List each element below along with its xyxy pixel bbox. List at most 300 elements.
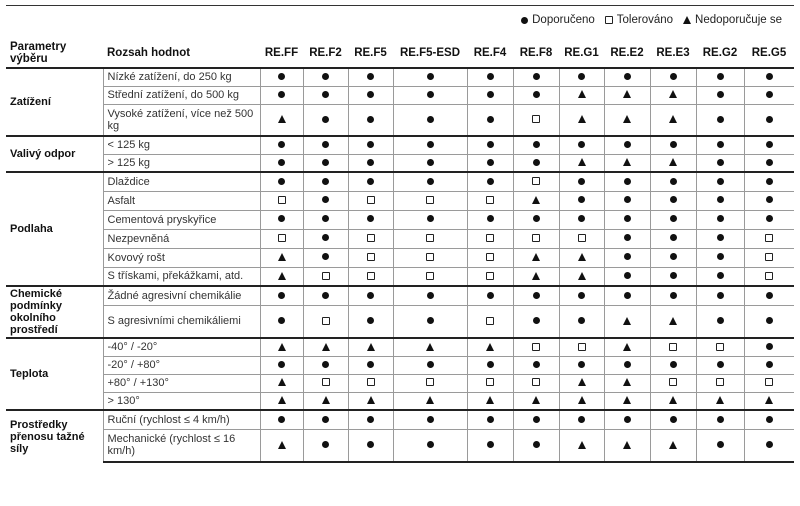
triangle-icon [278, 115, 286, 123]
rating-cell [696, 392, 744, 410]
rating-cell [348, 267, 393, 286]
dot-icon [717, 272, 724, 279]
rating-cell [744, 210, 794, 229]
triangle-icon [578, 441, 586, 449]
rating-cell [650, 86, 696, 104]
rating-cell [744, 338, 794, 356]
square-icon [669, 343, 677, 351]
group-label: Podlaha [6, 172, 103, 286]
dot-icon [367, 441, 374, 448]
rating-cell [513, 356, 559, 374]
rating-cell [348, 429, 393, 462]
rating-cell [467, 286, 513, 305]
dot-icon [487, 159, 494, 166]
dot-icon [322, 141, 329, 148]
dot-icon [766, 196, 773, 203]
rating-cell [303, 136, 348, 154]
dot-icon [717, 416, 724, 423]
rating-cell [393, 286, 467, 305]
rating-cell [513, 286, 559, 305]
rating-cell [303, 356, 348, 374]
rating-cell [393, 104, 467, 136]
group-label: Zatížení [6, 68, 103, 136]
rating-cell [559, 86, 604, 104]
dot-icon [487, 178, 494, 185]
dot-icon [670, 178, 677, 185]
dot-icon [322, 253, 329, 260]
triangle-icon [578, 90, 586, 98]
rating-cell [393, 191, 467, 210]
rating-cell [467, 136, 513, 154]
rating-cell [303, 305, 348, 338]
triangle-icon [669, 115, 677, 123]
dot-icon [367, 215, 374, 222]
rating-cell [348, 286, 393, 305]
rating-cell [604, 286, 650, 305]
triangle-icon [486, 343, 494, 351]
rating-cell [393, 136, 467, 154]
triangle-icon [623, 90, 631, 98]
triangle-icon [578, 115, 586, 123]
triangle-icon [322, 343, 330, 351]
triangle-icon [623, 115, 631, 123]
rating-cell [604, 210, 650, 229]
dot-icon [624, 73, 631, 80]
dot-icon [278, 91, 285, 98]
dot-icon [578, 416, 585, 423]
header-col: RE.F4 [467, 38, 513, 68]
rating-cell [303, 248, 348, 267]
dot-icon [427, 73, 434, 80]
dot-icon [670, 73, 677, 80]
dot-icon [367, 91, 374, 98]
rating-cell [744, 392, 794, 410]
square-icon [605, 16, 613, 24]
dot-icon [427, 441, 434, 448]
range-cell: < 125 kg [103, 136, 260, 154]
rating-cell [348, 68, 393, 86]
rating-cell [650, 104, 696, 136]
rating-cell [303, 374, 348, 392]
rating-cell [393, 338, 467, 356]
rating-cell [604, 248, 650, 267]
rating-cell [303, 68, 348, 86]
rating-cell [650, 338, 696, 356]
dot-icon [717, 159, 724, 166]
range-cell: Nízké zatížení, do 250 kg [103, 68, 260, 86]
rating-cell [696, 356, 744, 374]
square-icon [367, 196, 375, 204]
dot-icon [533, 441, 540, 448]
dot-icon [278, 215, 285, 222]
dot-icon [487, 73, 494, 80]
rating-cell [696, 210, 744, 229]
rating-cell [744, 229, 794, 248]
rating-cell [393, 267, 467, 286]
triangle-icon [278, 396, 286, 404]
rating-cell [467, 154, 513, 172]
square-icon [426, 272, 434, 280]
rating-cell [348, 374, 393, 392]
rating-cell [348, 392, 393, 410]
dot-icon [322, 159, 329, 166]
dot-icon [278, 159, 285, 166]
rating-cell [604, 136, 650, 154]
triangle-icon [278, 378, 286, 386]
rating-cell [604, 338, 650, 356]
square-icon [765, 378, 773, 386]
rating-cell [696, 172, 744, 191]
dot-icon [367, 116, 374, 123]
dot-icon [427, 141, 434, 148]
square-icon [486, 234, 494, 242]
rating-cell [650, 410, 696, 429]
group-label: Chemické podmínky okolního prostředí [6, 286, 103, 338]
square-icon [322, 317, 330, 325]
rating-cell [513, 374, 559, 392]
dot-icon [322, 361, 329, 368]
dot-icon [427, 91, 434, 98]
dot-icon [766, 178, 773, 185]
rating-cell [260, 191, 303, 210]
rating-cell [559, 410, 604, 429]
legend-recommended-label: Doporučeno [532, 14, 595, 26]
rating-cell [744, 86, 794, 104]
rating-cell [467, 229, 513, 248]
rating-cell [260, 429, 303, 462]
legend-not-recommended-label: Nedoporučuje se [695, 14, 782, 26]
square-icon [486, 378, 494, 386]
square-icon [426, 253, 434, 261]
dot-icon [766, 141, 773, 148]
range-cell: -20° / +80° [103, 356, 260, 374]
rating-cell [303, 429, 348, 462]
triangle-icon [578, 158, 586, 166]
rating-cell [467, 172, 513, 191]
dot-icon [717, 215, 724, 222]
table-row [6, 267, 794, 286]
range-cell: S agresivními chemikáliemi [103, 305, 260, 338]
dot-icon [533, 361, 540, 368]
dot-icon [766, 73, 773, 80]
range-cell: > 130° [103, 392, 260, 410]
rating-cell [348, 210, 393, 229]
triangle-icon [278, 441, 286, 449]
triangle-icon [532, 253, 540, 261]
dot-icon [278, 317, 285, 324]
rating-cell [559, 172, 604, 191]
rating-cell [260, 229, 303, 248]
dot-icon [322, 234, 329, 241]
rating-cell [467, 374, 513, 392]
dot-icon [427, 159, 434, 166]
table-row [6, 229, 794, 248]
rating-cell [559, 136, 604, 154]
rating-cell [260, 374, 303, 392]
rating-cell [513, 68, 559, 86]
square-icon [367, 234, 375, 242]
rating-cell [650, 229, 696, 248]
rating-cell [744, 154, 794, 172]
header-col: RE.F2 [303, 38, 348, 68]
legend-recommended [521, 14, 595, 26]
rating-cell [467, 248, 513, 267]
rating-cell [513, 86, 559, 104]
table-row [6, 356, 794, 374]
range-cell: Nezpevněná [103, 229, 260, 248]
dot-icon [322, 73, 329, 80]
rating-cell [604, 154, 650, 172]
dot-icon [367, 141, 374, 148]
rating-cell [559, 338, 604, 356]
table-row [6, 172, 794, 191]
rating-cell [650, 210, 696, 229]
square-icon [278, 234, 286, 242]
square-icon [532, 177, 540, 185]
dot-icon [278, 73, 285, 80]
dot-icon [487, 441, 494, 448]
rating-cell [744, 267, 794, 286]
table-row [6, 86, 794, 104]
dot-icon [717, 178, 724, 185]
dot-icon [487, 91, 494, 98]
header-col: RE.G5 [744, 38, 794, 68]
header-col: RE.FF [260, 38, 303, 68]
table-row [6, 392, 794, 410]
rating-cell [604, 305, 650, 338]
rating-cell [604, 86, 650, 104]
table-row [6, 286, 794, 305]
rating-cell [650, 356, 696, 374]
rating-cell [348, 154, 393, 172]
rating-cell [744, 191, 794, 210]
dot-icon [487, 141, 494, 148]
dot-icon [487, 361, 494, 368]
triangle-icon [716, 396, 724, 404]
rating-cell [559, 191, 604, 210]
triangle-icon [578, 396, 586, 404]
rating-cell [650, 429, 696, 462]
triangle-icon [578, 272, 586, 280]
dot-icon [427, 215, 434, 222]
triangle-icon [669, 158, 677, 166]
dot-icon [717, 361, 724, 368]
rating-cell [348, 410, 393, 429]
rating-cell [513, 305, 559, 338]
rating-cell [513, 248, 559, 267]
dot-icon [367, 317, 374, 324]
range-cell: > 125 kg [103, 154, 260, 172]
dot-icon [367, 292, 374, 299]
range-cell: Vysoké zatížení, více než 500 kg [103, 104, 260, 136]
dot-icon [427, 292, 434, 299]
dot-icon [533, 141, 540, 148]
rating-cell [559, 104, 604, 136]
rating-cell [467, 68, 513, 86]
legend [521, 14, 782, 26]
triangle-icon [578, 253, 586, 261]
range-cell: Asfalt [103, 191, 260, 210]
rating-cell [303, 172, 348, 191]
rating-cell [467, 392, 513, 410]
dot-icon [624, 141, 631, 148]
square-icon [578, 234, 586, 242]
rating-cell [744, 429, 794, 462]
dot-icon [766, 159, 773, 166]
rating-cell [650, 136, 696, 154]
rating-cell [303, 229, 348, 248]
rating-cell [260, 267, 303, 286]
triangle-icon [669, 396, 677, 404]
dot-icon [427, 361, 434, 368]
rating-cell [513, 191, 559, 210]
rating-cell [348, 136, 393, 154]
rating-cell [559, 429, 604, 462]
table-header [6, 38, 794, 68]
dot-icon [367, 361, 374, 368]
rating-cell [744, 374, 794, 392]
rating-cell [650, 154, 696, 172]
rating-cell [650, 267, 696, 286]
rating-cell [696, 68, 744, 86]
header-col: RE.F5 [348, 38, 393, 68]
square-icon [669, 378, 677, 386]
rating-cell [559, 305, 604, 338]
rating-cell [467, 410, 513, 429]
dot-icon [717, 253, 724, 260]
square-icon [765, 253, 773, 261]
triangle-icon [623, 441, 631, 449]
rating-cell [303, 410, 348, 429]
rating-cell [604, 267, 650, 286]
rating-cell [467, 210, 513, 229]
rating-cell [348, 191, 393, 210]
dot-icon [624, 253, 631, 260]
rating-cell [744, 248, 794, 267]
rating-cell [467, 86, 513, 104]
dot-icon [322, 292, 329, 299]
dot-icon [533, 416, 540, 423]
square-icon [486, 196, 494, 204]
triangle-icon [532, 196, 540, 204]
rating-cell [303, 210, 348, 229]
dot-icon [766, 441, 773, 448]
dot-icon [670, 141, 677, 148]
table-row [6, 191, 794, 210]
rating-cell [303, 86, 348, 104]
legend-tolerated [605, 14, 673, 26]
rating-cell [303, 104, 348, 136]
square-icon [486, 272, 494, 280]
rating-cell [393, 392, 467, 410]
triangle-icon [623, 378, 631, 386]
rating-cell [348, 338, 393, 356]
rating-cell [513, 210, 559, 229]
square-icon [426, 234, 434, 242]
rating-cell [393, 374, 467, 392]
table-row [6, 410, 794, 429]
rating-cell [604, 429, 650, 462]
rating-cell [696, 104, 744, 136]
rating-cell [467, 104, 513, 136]
rating-cell [260, 248, 303, 267]
header-col: RE.E3 [650, 38, 696, 68]
rating-cell [260, 210, 303, 229]
rating-cell [744, 172, 794, 191]
range-cell: +80° / +130° [103, 374, 260, 392]
table-row [6, 429, 794, 462]
dot-icon [766, 116, 773, 123]
dot-icon [487, 292, 494, 299]
header-col: RE.E2 [604, 38, 650, 68]
dot-icon [717, 116, 724, 123]
dot-icon [578, 141, 585, 148]
triangle-icon [426, 343, 434, 351]
dot-icon [427, 116, 434, 123]
rating-cell [696, 374, 744, 392]
dot-icon [578, 361, 585, 368]
dot-icon [533, 91, 540, 98]
dot-icon [367, 159, 374, 166]
dot-icon [717, 317, 724, 324]
rating-cell [744, 104, 794, 136]
rating-cell [467, 356, 513, 374]
rating-cell [559, 392, 604, 410]
square-icon [367, 253, 375, 261]
dot-icon [670, 253, 677, 260]
dot-icon [766, 416, 773, 423]
rating-cell [744, 286, 794, 305]
range-cell: -40° / -20° [103, 338, 260, 356]
square-icon [765, 234, 773, 242]
triangle-icon [367, 343, 375, 351]
rating-cell [744, 410, 794, 429]
rating-cell [604, 191, 650, 210]
rating-cell [348, 104, 393, 136]
rating-cell [696, 429, 744, 462]
triangle-icon [623, 343, 631, 351]
rating-cell [604, 68, 650, 86]
rating-cell [513, 392, 559, 410]
rating-cell [467, 267, 513, 286]
rating-cell [260, 392, 303, 410]
range-cell: Žádné agresivní chemikálie [103, 286, 260, 305]
rating-cell [696, 248, 744, 267]
range-cell: Střední zatížení, do 500 kg [103, 86, 260, 104]
rating-cell [604, 392, 650, 410]
dot-icon [766, 317, 773, 324]
rating-cell [744, 305, 794, 338]
range-cell: Kovový rošt [103, 248, 260, 267]
range-cell: Dlaždice [103, 172, 260, 191]
rating-cell [260, 338, 303, 356]
rating-cell [650, 374, 696, 392]
square-icon [532, 234, 540, 242]
rating-cell [393, 210, 467, 229]
rating-cell [467, 305, 513, 338]
dot-icon [533, 159, 540, 166]
rating-cell [260, 410, 303, 429]
rating-cell [650, 305, 696, 338]
rating-cell [260, 286, 303, 305]
rating-cell [696, 338, 744, 356]
group-label: Prostředky přenosu tažné síly [6, 410, 103, 462]
rating-cell [559, 68, 604, 86]
dot-icon [578, 73, 585, 80]
dot-icon [322, 215, 329, 222]
dot-icon [670, 292, 677, 299]
dot-icon [367, 416, 374, 423]
